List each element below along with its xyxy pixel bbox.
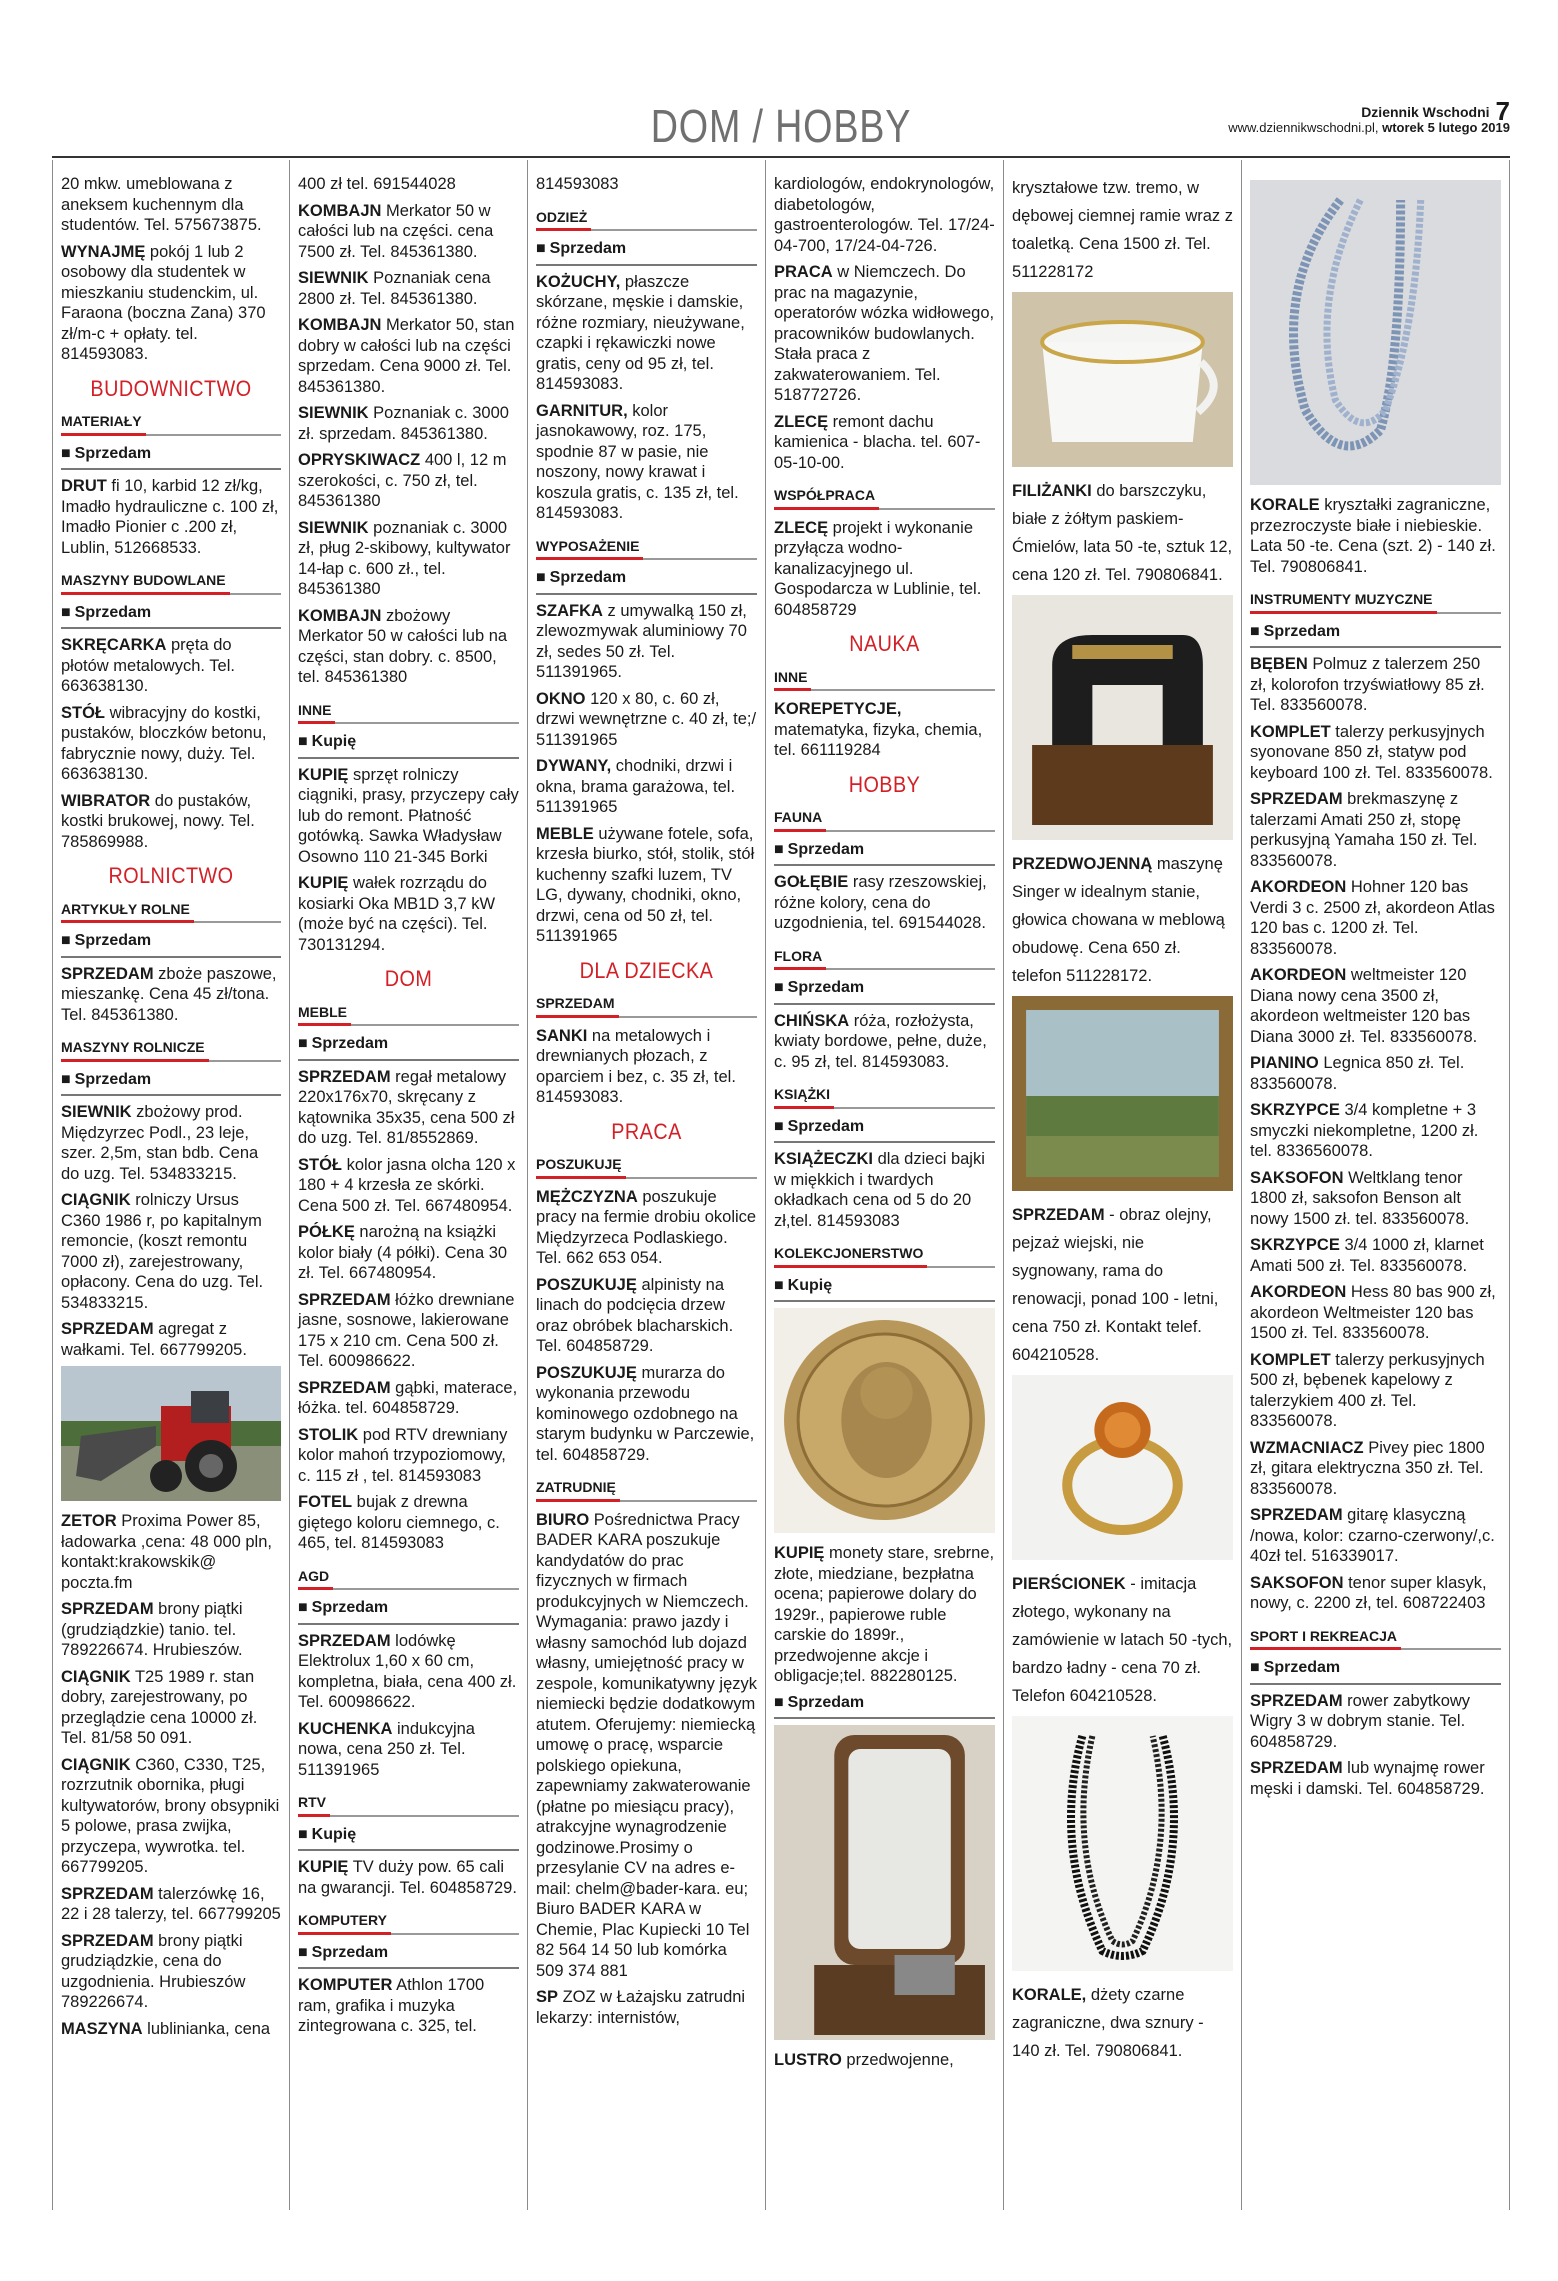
painting-photo [1012,996,1233,1191]
subsection-heading: POSZUKUJĘ [536,1154,757,1179]
issue-date: wtorek 5 lutego 2019 [1382,120,1510,135]
ad: MĘŻCZYZNA poszukuje pracy na fermie drobiu okolice Międzyrzeca Podlaskiego. Tel. 662 653 054. [536,1187,757,1267]
ad: 814593083 [536,175,619,193]
ad: SKRĘCARKA pręta do płotów metalowych. Tel. 663638130. [61,636,235,695]
ad: SP ZOZ w Łażajsku zatrudni lekarzy: internistów, [536,1988,746,2027]
ad: PÓŁKĘ narożną na książki kolor biały (4 półki). Cena 30 zł. Tel. 667480954. [298,1223,508,1282]
subsection-heading: ARTYKUŁY ROLNE [61,899,281,924]
action-label: ■ Sprzedam [61,603,281,630]
action-label: ■ Sprzedam [61,444,281,471]
ad: KOŻUCHY, płaszcze skórzane, męskie i damskie, różne rozmiary, nieużywane, czapki i rękawiczki nowe gratis, ceny od 95 zł, tel. 814593083. [536,272,745,393]
ad: SPRZEDAM rower zabytkowy Wigry 3 w dobrym stanie. Tel. 604858729. [1250,1691,1471,1751]
ad: SKRZYPCE 3/4 kompletne + 3 smyczki niekompletne, 1200 zł. tel. 8336560078. [1250,1101,1479,1160]
ad: KOMPLET talerzy perkusyjnych 500 zł, bębenek kapelowy z talerzykiem 400 zł. Tel. 833560078. [1250,1350,1485,1430]
subsection-heading: MATERIAŁY [61,411,281,436]
column-5 [1004,160,1242,2210]
ad: KORALE kryształki zagraniczne, przezroczyste białe i niebieskie. Lata 50 -te. Cena (szt. 2) - 140 zł. Tel. 790806841. [1250,496,1496,576]
ad: CIĄGNIK T25 1989 r. stan dobry, zarejestrowany, po przeglądzie cena 10000 zł. Tel. 81/58 50 091. [61,1667,258,1747]
column-1 [52,160,290,2210]
coin-photo [774,1308,995,1533]
ad: FOTEL bujak z drewna giętego koloru ciemnego, c. 465, tel. 814593083 [298,1493,500,1552]
subsection-heading: INNE [774,667,995,692]
column-6 [1242,160,1510,2210]
ad: SAKSOFON Weltklang tenor 1800 zł, saksofon Benson alt nowy 1500 zł. tel. 833560078. [1250,1168,1470,1228]
ad: PRACA w Niemczech. Do prac na magazynie, operatorów wózka widłowego, pracowników budowlanych. Stała praca z zakwaterowaniem. Tel. 518772726. [774,263,995,404]
action-label: ■ Kupię [298,1825,519,1852]
subsection-heading: SPRZEDAM [536,993,757,1018]
subsection-heading: KOLEKCJONERSTWO [774,1243,995,1268]
action-label: ■ Sprzedam [774,1117,995,1144]
ad: SPRZEDAM lub wynajmę rower męski i damski. Tel. 604858729. [1250,1759,1485,1798]
ad: SPRZEDAM - obraz olejny, pejzaż wiejski, nie sygnowany, rama do renowacji, ponad 100 - letni, cena 750 zł. Kontakt telef. 604210528. [1012,1206,1219,1364]
subsection-heading: MASZYNY ROLNICZE [61,1037,281,1062]
website: www.dziennikwschodni.pl [1228,120,1375,135]
subsection-heading: WYPOSAŻENIE [536,536,757,561]
ad: STÓŁ wibracyjny do kostki, pustaków, bloczków betonu, fabrycznie nowy, duży. Tel. 663638130. [61,703,267,783]
subsection-heading: INNE [298,700,519,725]
action-label: ■ Sprzedam [774,978,995,1005]
ad: AKORDEON weltmeister 120 Diana nowy cena 3500 zł, akordeon weltmeister 120 bas Diana 3000 zł. Tel. 833560078. [1250,966,1478,1046]
ad: kardiologów, endokrynologów, diabetologów, gastroenterologów. Tel. 17/24-04-700, 17/24-04-726. [774,175,995,255]
brand-name: Dziennik Wschodni [1361,104,1490,120]
ad: WIBRATOR do pustaków, kostki brukowej, nowy. Tel. 785869988. [61,791,255,851]
ad: SPRZEDAM gitarę klasyczną /nowa, kolor: czarno-czerwony/,c. 40zł tel. 516339017. [1250,1506,1495,1565]
ad: AKORDEON Hohner 120 bas Verdi 3 c. 2500 zł, akordeon Atlas 120 bas c. 1200 zł. Tel. 833560078. [1250,878,1495,958]
ad: ZLECĘ projekt i wykonanie przyłącza wodno-kanalizacyjnego ul. Gospodarcza w Lublinie, tel. 604858729 [774,518,982,619]
ad: PIANINO Legnica 850 zł. Tel. 833560078. [1250,1054,1465,1093]
ad: SKRZYPCE 3/4 1000 zł, klarnet Amati 500 zł. Tel. 833560078. [1250,1236,1484,1275]
ad: SIEWNIK Poznaniak cena 2800 zł. Tel. 845361380. [298,269,491,308]
ad: DRUT fi 10, karbid 12 zł/kg, Imadło hydrauliczne c. 100 zł, Imadło Pionier c .200 zł, Lublin, 512668533. [61,477,279,557]
tractor-photo [61,1366,281,1501]
ad: CHIŃSKA róża, rozłożysta, kwiaty bordowe, pełne, duże, c. 95 zł, tel. 814593083. [774,1011,987,1071]
subsection-heading: FAUNA [774,807,995,832]
ad: DYWANY, chodniki, drzwi i okna, brama garażowa, tel. 511391965 [536,757,736,816]
ad: GOŁĘBIE rasy rzeszowskiej, różne kolory, cena do uzgodnienia, tel. 691544028. [774,873,987,932]
section-heading: ROLNICTWO [108,863,234,888]
ring-photo [1012,1375,1233,1560]
cups-photo [1012,292,1233,467]
ad: ZETOR Proxima Power 85, ładowarka ,cena: 48 000 pln, kontakt:krakowskik@ poczta.fm [61,1512,272,1592]
masthead: Dziennik Wschodni 7 www.dziennikwschodni.pl, wtorek 5 lutego 2019 [1228,96,1510,135]
action-label: ■ Sprzedam [536,568,757,595]
ad: kryształowe tzw. tremo, w dębowej ciemnej ramie wraz z toaletką. Cena 1500 zł. Tel. 511228172 [1012,179,1234,281]
ad: PRZEDWOJENNĄ maszynę Singer w idealnym stanie, głowica chowana w meblową obudowę. Cena 650 zł. telefon 511228172. [1012,855,1225,985]
section-heading: DOM [384,966,433,991]
ad: KOMBAJN zbożowy Merkator 50 w całości lub na części, stan dobry. c. 8500, tel. 845361380 [298,606,508,686]
ad: KOREPETYCJE, matematyka, fizyka, chemia, tel. 661119284 [774,700,983,759]
black-beads-photo [1012,1716,1233,1971]
mirror-photo [774,1725,995,2040]
ad: KUPIĘ wałek rozrządu do kosiarki Oka MB1D 3,7 kW (może być na części). Tel. 730131294. [298,874,496,954]
action-label: ■ Kupię [774,1276,995,1303]
action-label: ■ Sprzedam [774,840,995,867]
ad: WZMACNIACZ Pivey piec 1800 zł, gitara elektryczna 350 zł. Tel. 833560078. [1250,1438,1485,1498]
ad: KUPIĘ sprzęt rolniczy ciągniki, prasy, przyczepy cały lub do remont. Płatność gotówką. Sawka Władysław Osowno 110 21-345 Borki [298,765,519,866]
subsection-heading: MEBLE [298,1002,519,1027]
page-header [52,95,1510,157]
ad: MEBLE używane fotele, sofa, krzesła biurko, stół, stolik, stół kuchenny szafki luzem, TV LG, dywany, chodniki, okno, drzwi, cena od 50 zł, tel. 511391965 [536,824,755,945]
ad: SPRZEDAM talerzówkę 16, 22 i 28 talerzy, tel. 667799205 [61,1884,281,1923]
ad: SPRZEDAM lodówkę Elektrolux 1,60 x 60 cm, kompletna, biała, cena 400 zł. Tel. 600986622. [298,1631,517,1711]
ad: KUPIĘ monety stare, srebrne, złote, miedziane, bezpłatna ocena; papierowe dolary do 1929r., papierowe ruble carskie do 1899r., przedwojenne akcje i obligacje;tel. 882280125. [774,1544,995,1685]
ad: MASZYNA lublinianka, cena [61,2019,271,2038]
section-title: DOM / HOBBY [650,100,912,152]
action-label: ■ Sprzedam [536,239,757,266]
ad: GARNITUR, kolor jasnokawowy, roz. 175, spodnie 87 w pasie, nie noszony, nowy krawat i koszula gratis, c. 135 zł, tel. 814593083. [536,401,739,522]
action-label: ■ Sprzedam [1250,622,1501,649]
subsection-heading: SPORT I REKREACJA [1250,1626,1501,1651]
subsection-heading: ZATRUDNIĘ [536,1477,757,1502]
ad: WYNAJMĘ pokój 1 lub 2 osobowy dla studentek w mieszkaniu studenckim, ul. Faraona (boczna Zana) 370 zł/m-c + opłaty. tel. 814593083. [61,242,266,363]
ad: ZLECĘ remont dachu kamienica - blacha. tel. 607-05-10-00. [774,412,981,472]
subsection-heading: FLORA [774,946,995,971]
ad: LUSTRO przedwojenne, [774,2051,954,2069]
ad: KOMPUTER Athlon 1700 ram, grafika i muzyka zintegrowana c. 325, tel. [298,1976,485,2035]
section-heading: PRACA [611,1118,682,1144]
crystal-beads-photo [1250,180,1501,485]
action-label: ■ Sprzedam [1250,1658,1501,1685]
ad: KOMBAJN Merkator 50 w całości lub na części. cena 7500 zł. Tel. 845361380. [298,201,494,261]
ad: BIURO Pośrednictwa Pracy BADER KARA poszukuje kandydatów do prac fizycznych w firmach produkcyjnych w Niemczech. Wymagania: prawo jazdy i własny samochód lub dojazd własny, umiejętność pracy w zespole, komunikatywny język niemiecki będzie dodatkowym atutem. Oferujemy: niemiecką umowę o pracę, wsparcie polskiego opiekuna, zapewniamy zakwaterowanie (płatne po miesiącu pracy), atrakcyjne wynagrodzenie godzinowe.Prosimy o przesylanie CV na adres e-mail: chelm@bader-kara. eu; Biuro BADER KARA w Chemie, Plac Kupiecki 10 Tel 82 564 14 50 lub komórka 509 374 881 [536,1510,758,1980]
column-4 [766,160,1004,2210]
ad: SPRZEDAM agregat z wałkami. Tel. 667799205. [61,1320,247,1359]
section-heading: BUDOWNICTWO [90,375,252,401]
ad: CIĄGNIK rolniczy Ursus C360 1986 r, po kapitalnym remoncie, (koszt remontu 7000 zł), zarejestrowany, opłacony. Cena do uzg. Tel. 534833215. [61,1191,264,1312]
subsection-heading: KSIĄŻKI [774,1084,995,1109]
header-rule [52,156,1510,158]
ad: PIERŚCIONEK - imitacja złotego, wykonany na zamówienie w latach 50 -tych, bardzo ładny - cena 70 zł. Telefon 604210528. [1012,1575,1233,1705]
subsection-heading: WSPÓŁPRACA [774,485,995,510]
ad: SPRZEDAM regał metalowy 220x176x70, skręcany z kątownika 35x35, cena 500 zł do uzg. Tel. 81/8552869. [298,1067,515,1147]
ad: STOLIK pod RTV drewniany kolor mahoń trzypoziomowy, c. 115 zł , tel. 814593083 [298,1425,508,1485]
ad: SPRZEDAM brony piątki (grudziądzkie) tanio. tel. 789226674. Hrubieszów. [61,1600,243,1659]
action-label: ■ Sprzedam [298,1034,519,1061]
ad: KOMPLET talerzy perkusyjnych syonovane 850 zł, statyw pod keyboard 100 zł. Tel. 833560078. [1250,722,1493,782]
ad: SIEWNIK Poznaniak c. 3000 zł. sprzedam. 845361380. [298,404,509,443]
ad: SPRZEDAM gąbki, materace, łóżka. tel. 604858729. [298,1378,518,1417]
column-2 [290,160,528,2210]
subsection-heading: ODZIEŻ [536,207,757,232]
ad: SPRZEDAM zboże paszowe, mieszankę. Cena 45 zł/tona. Tel. 845361380. [61,964,277,1024]
ad: KORALE, dżety czarne zagraniczne, dwa sznury - 140 zł. Tel. 790806841. [1012,1986,1204,2060]
ad: KUCHENKA indukcyjna nowa, cena 250 zł. Tel. 511391965 [298,1719,475,1779]
section-heading: NAUKA [849,631,920,656]
ad: SZAFKA z umywalką 150 zł, zlewozmywak aluminiowy 70 zł, sedes 50 zł. Tel. 511391965. [536,601,747,681]
section-heading: HOBBY [848,771,921,797]
ad: 400 zł tel. 691544028 [298,175,456,193]
action-label: ■ Sprzedam [774,1693,995,1720]
ad: SPRZEDAM brekmaszynę z talerzami Amati 250 zł, stopę perkusyjną Yamaha 150 zł. Tel. 833560078. [1250,790,1478,870]
ad: BĘBEN Polmuz z talerzem 250 zł, kolorofon trzyświatłowy 85 zł. Tel. 833560078. [1250,655,1485,714]
subsection-heading: RTV [298,1792,519,1817]
subsection-heading: AGD [298,1566,519,1591]
ad: SIEWNIK poznaniak c. 3000 zł, pług 2-skibowy, kultywator 14-łap c. 600 zł., tel. 845361380 [298,518,511,598]
ad: POSZUKUJĘ alpinisty na linach do podcięcia drzew oraz obróbek blacharskich. Tel. 604858729. [536,1275,734,1355]
ad: SPRZEDAM brony piątki grudziądzkie, cena do uzgodnienia. Hrubieszów 789226674. [61,1931,246,2011]
ad: SANKI na metalowych i drewnianych płozach, z oparciem i bez, c. 35 zł, tel. 814593083. [536,1026,736,1106]
subsection-heading: MASZYNY BUDOWLANE [61,570,281,595]
classifieds-columns [52,160,1510,2210]
ad: STÓŁ kolor jasna olcha 120 x 180 + 4 krzesła ze skórki. Cena 500 zł. Tel. 667480954. [298,1155,516,1215]
column-3 [528,160,766,2210]
ad: SIEWNIK zbożowy prod. Międzyrzec Podl., 23 leje, szer. 2,5m, stan bdb. Cena do uzg. Tel. 534833215. [61,1103,259,1183]
ad: OPRYSKIWACZ 400 l, 12 m szerokości, c. 750 zł, tel. 845361380 [298,451,507,510]
sewing-machine-photo [1012,595,1233,840]
action-label: ■ Kupię [298,732,519,759]
action-label: ■ Sprzedam [298,1943,519,1970]
ad: KOMBAJN Merkator 50, stan dobry w całości lub na części sprzedam. Cena 9000 zł. Tel. 845361380. [298,316,515,396]
ad: POSZUKUJĘ murarza do wykonania przewodu kominowego ozdobnego na starym budynku w Parczewie, tel. 604858729. [536,1363,755,1464]
ad: CIĄGNIK C360, C330, T25, rozrzutnik obornika, pługi kultywatorów, brony obsypniki 5 polowe, prasa zwijka, przyczepa, wywrotka. tel. 667799205. [61,1755,280,1876]
ad: SPRZEDAM łóżko drewniane jasne, sosnowe, lakierowane 175 x 210 cm. Cena 500 zł. Tel. 600986622. [298,1290,515,1370]
ad: SAKSOFON tenor super klasyk, nowy, c. 2200 zł, tel. 608722403 [1250,1573,1487,1612]
ad: OKNO 120 x 80, c. 60 zł, drzwi wewnętrzne c. 40 zł, te;/ 511391965 [536,689,757,749]
ad: AKORDEON Hess 80 bas 900 zł, akordeon Weltmeister 120 bas 1500 zł. Tel. 833560078. [1250,1283,1496,1342]
subsection-heading: INSTRUMENTY MUZYCZNE [1250,589,1501,614]
section-heading: DLA DZIECKA [579,957,714,983]
subsection-heading: KOMPUTERY [298,1910,519,1935]
ad: KSIĄŻECZKI dla dzieci bajki w miękkich i twardych okładkach cena od 5 do 20 zł,tel. 814593083 [774,1150,985,1230]
page-number: 7 [1495,96,1510,126]
action-label: ■ Sprzedam [298,1598,519,1625]
ad: 20 mkw. umeblowana z aneksem kuchennym dla studentów. Tel. 575673875. [61,175,262,234]
ad: KUPIĘ TV duży pow. 65 cali na gwarancji. Tel. 604858729. [298,1858,517,1897]
ad: FILIŻANKI do barszczyku, białe z żółtym paskiem-Ćmielów, lata 50 -te, sztuk 12, cena 120 zł. Tel. 790806841. [1012,482,1233,584]
action-label: ■ Sprzedam [61,931,281,958]
action-label: ■ Sprzedam [61,1070,281,1097]
